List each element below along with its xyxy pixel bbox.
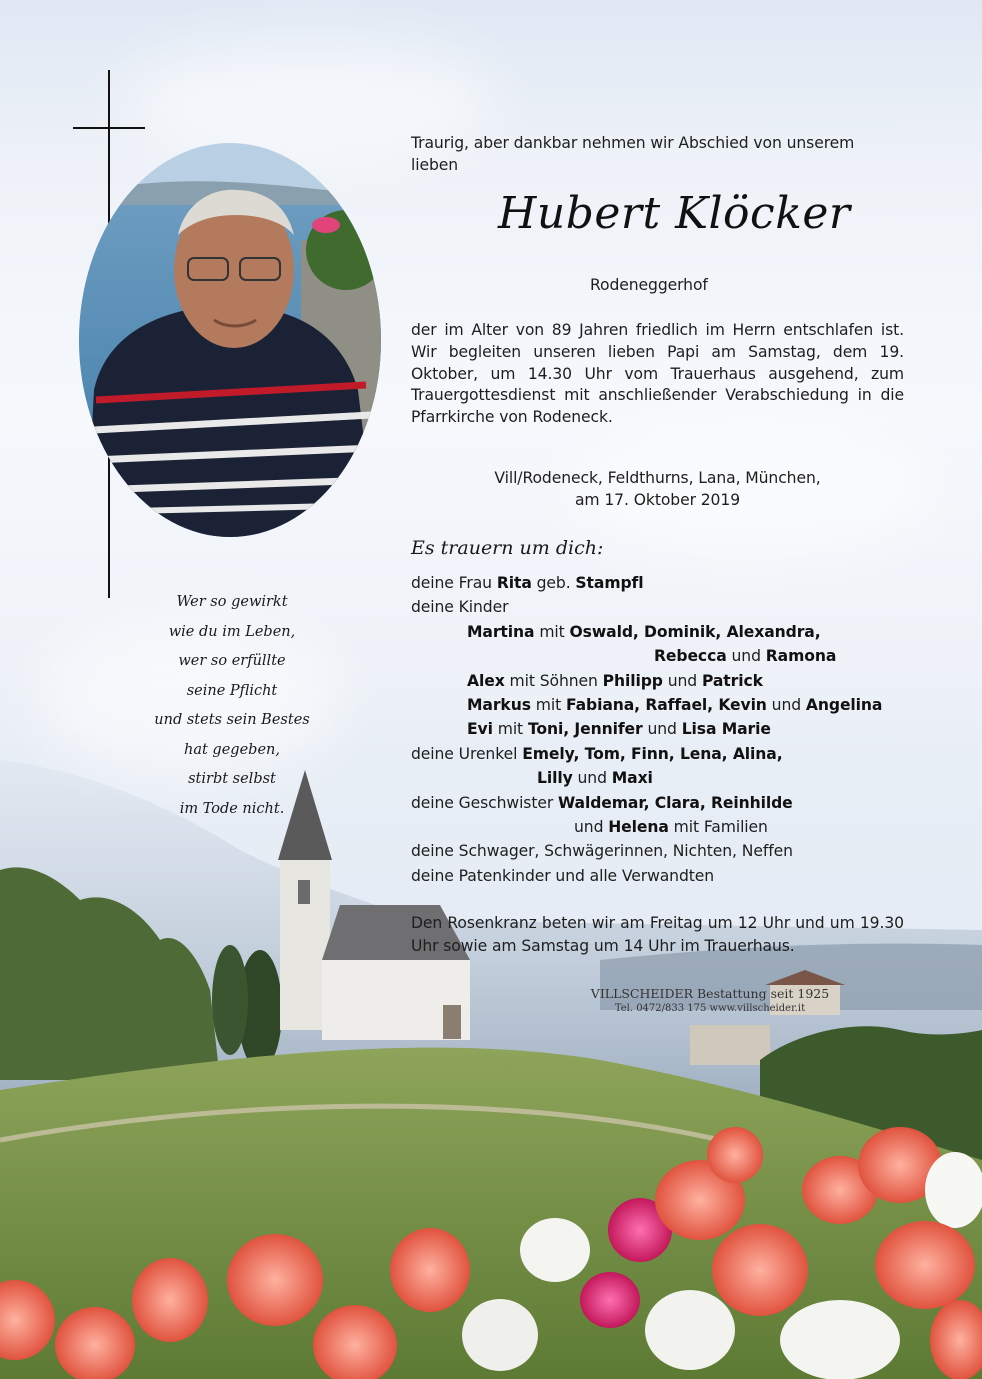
mourner-name: Toni, Jennifer — [527, 720, 643, 739]
mourner-name: Emely, Tom, Finn, Lena, Alina, — [522, 744, 783, 763]
portrait-photo — [76, 140, 384, 540]
cross-horizontal — [73, 127, 145, 129]
mourner-relation: mit — [492, 720, 528, 739]
mourners-heading: Es trauern um dich: — [411, 537, 604, 559]
mourner-name: Martina — [467, 622, 535, 641]
mourner-row — [411, 644, 931, 668]
mourner-relation: geb. — [531, 574, 576, 592]
mourner-row — [411, 742, 931, 766]
places: Vill/Rodeneck, Feldthurns, Lana, München, — [494, 469, 821, 487]
mourner-name: Maxi — [611, 769, 653, 788]
mourner-row — [411, 791, 931, 815]
mourner-name: Waldemar, Clara, Reinhilde — [558, 793, 793, 812]
mourner-name: Evi — [467, 720, 493, 739]
mourner-relation: mit — [530, 696, 566, 715]
mourner-relation: deine Urenkel — [411, 744, 523, 763]
mourner-relation: deine Patenkinder und alle Verwandten — [411, 866, 715, 885]
mourner-name: Angelina — [805, 696, 883, 715]
mourner-row — [411, 864, 931, 888]
mourner-relation: und — [726, 647, 766, 666]
mourner-relation: deine Geschwister — [411, 793, 559, 812]
mourner-row — [411, 620, 931, 644]
mourner-relation: und — [662, 671, 702, 690]
mourner-row — [411, 766, 931, 790]
mourners-list — [411, 571, 931, 888]
mourner-name: Philipp — [602, 671, 663, 690]
mourner-relation: und — [766, 696, 806, 715]
mourner-relation: und — [642, 720, 682, 739]
farm-name: Rodeneggerhof — [590, 276, 708, 294]
mourner-name: Oswald, Dominik, Alexandra, — [569, 622, 821, 641]
intro-text: Traurig, aber dankbar nehmen wir Abschied von unserem lieben — [411, 134, 855, 174]
funeral-home-contact: Tel. 0472/833 175 www.villscheider.it — [614, 1003, 806, 1014]
mourner-row — [411, 839, 931, 863]
mourner-relation: mit — [534, 622, 570, 641]
verse-line: wer so erfüllte — [178, 653, 286, 669]
verse-line: stirbt selbst — [188, 771, 276, 787]
mourner-relation: mit Söhnen — [504, 671, 603, 690]
verse-line: wie du im Leben, — [168, 623, 296, 640]
funeral-home-name: VILLSCHEIDER Bestattung seit 1925 — [590, 986, 830, 1001]
rosary-text: Den Rosenkranz beten wir am Freitag um 12 Uhr und um 19.30 Uhr sowie am Samstag um 14 Uhr im Trauerhaus. — [411, 914, 904, 955]
mourner-relation: und — [574, 818, 609, 837]
mourner-row — [411, 595, 931, 619]
mourner-row — [411, 571, 931, 595]
mourner-name: Lisa Marie — [681, 720, 771, 739]
memorial-verse — [118, 588, 346, 824]
mourner-name: Stampfl — [575, 574, 644, 592]
mourner-name: Alex — [467, 671, 505, 690]
date: am 17. Oktober 2019 — [574, 490, 741, 509]
verse-line: und stets sein Bestes — [154, 712, 310, 728]
mourner-name: Patrick — [701, 671, 763, 690]
mourner-name: Rita — [496, 574, 532, 592]
verse-line: hat gegeben, — [184, 741, 280, 758]
mourner-row — [411, 815, 931, 839]
place-and-date — [411, 468, 904, 512]
mourner-name: Markus — [467, 696, 531, 715]
mourner-relation: deine Kinder — [411, 598, 509, 617]
verse-line: Wer so gewirkt — [176, 594, 288, 610]
mourner-row — [411, 717, 931, 741]
verse-line: seine Pflicht — [186, 682, 278, 699]
funeral-details: der im Alter von 89 Jahren friedlich im Herrn entschlafen ist. Wir begleiten unseren lieben Papi am Samstag, dem 19. Oktober, um 14.30 Uhr vom Trauerhaus ausgehend, zum Trauergottesdienst mit anschließender Verabschiedung in die Pfarrkirche von Rodeneck. — [411, 321, 904, 427]
mourner-relation: mit Familien — [668, 818, 768, 837]
mourner-row — [411, 693, 931, 717]
mourner-row — [411, 669, 931, 693]
deceased-name: Hubert Klöcker — [498, 188, 851, 239]
funeral-home-footer — [500, 986, 920, 1014]
verse-line: im Tode nicht. — [179, 800, 285, 817]
mourner-relation: deine Schwager, Schwägerinnen, Nichten, Neffen — [411, 842, 793, 861]
mourner-relation: deine Frau — [411, 574, 497, 592]
mourner-name: Helena — [608, 818, 669, 837]
mourner-name: Rebecca — [654, 647, 727, 666]
mourner-name: Ramona — [765, 647, 837, 666]
mourner-name: Fabiana, Raffael, Kevin — [565, 696, 767, 715]
mourner-name: Lilly — [537, 769, 573, 788]
mourner-relation: und — [572, 769, 612, 788]
